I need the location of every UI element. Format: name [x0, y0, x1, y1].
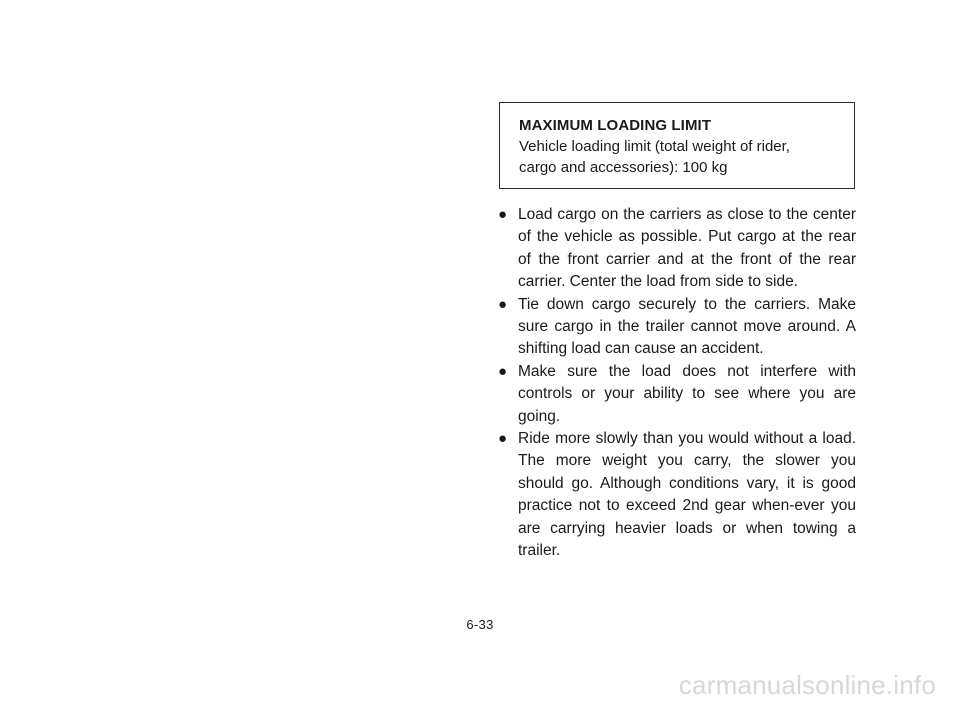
list-item-text: Load cargo on the carriers as close to the center of the vehicle as possible. Put cargo at the rear of the front carrier and at the front of the rear carrier. Center the load from side to side.: [518, 206, 856, 291]
bullet-icon: ●: [498, 295, 508, 313]
loading-tips-list: [496, 204, 856, 563]
bullet-icon: ●: [498, 362, 508, 380]
loading-limit-box: [499, 102, 855, 189]
list-item-text: Tie down cargo securely to the carriers. Make sure cargo in the trailer cannot move around. A shifting load can cause an accident.: [518, 295, 856, 358]
page-number: 6-33: [466, 617, 494, 632]
list-item-text: Make sure the load does not interfere with controls or your ability to see where you are going.: [518, 362, 856, 425]
watermark: carmanualsonline.info: [678, 670, 936, 700]
list-item-text: Ride more slowly than you would without a load. The more weight you carry, the slower you should go. Although conditions vary, it is good practice not to exceed 2nd gear when-ever you are carrying heavier loads or when towing a trailer.: [518, 430, 856, 560]
list-item: [496, 294, 856, 361]
loading-limit-text-line1: Vehicle loading limit (total weight of rider,: [519, 138, 790, 155]
list-item: [496, 428, 856, 562]
list-item: [496, 204, 856, 294]
loading-limit-title: MAXIMUM LOADING LIMIT: [519, 117, 712, 134]
bullet-icon: ●: [498, 430, 508, 448]
bullet-icon: ●: [498, 206, 508, 223]
list-item: [496, 361, 856, 428]
loading-limit-text-line2: cargo and accessories): 100 kg: [519, 159, 728, 176]
